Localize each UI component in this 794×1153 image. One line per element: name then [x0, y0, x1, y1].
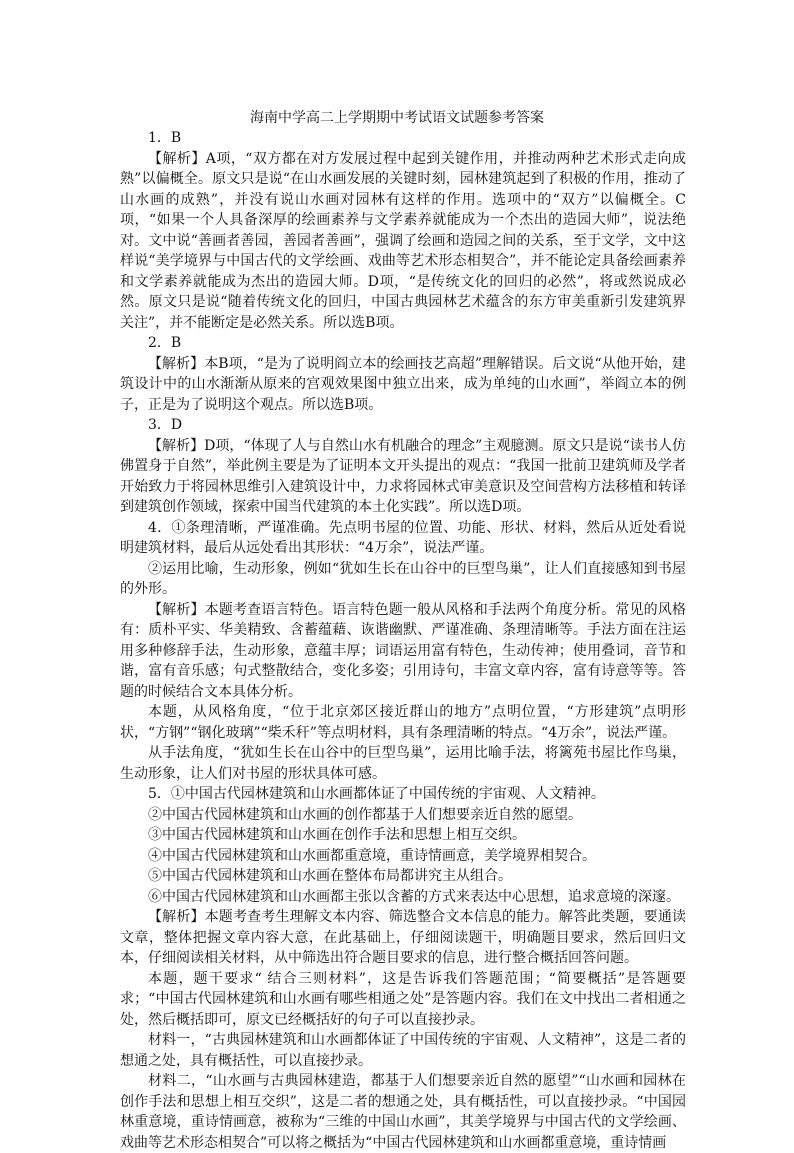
analysis-paragraph: 本题，从风格角度，“位于北京郊区接近群山的地方”点明位置，“方形建筑”点明形状，“方钢”“钢化玻璃”“柴禾秆”等点明材料，具有条理清晰的特点。“4万余”，说法严谨。 [120, 704, 686, 741]
answer-body [120, 128, 686, 1153]
question-number: 2．B [148, 335, 182, 351]
answer-point: ④中国古代园林建筑和山水画都重意境，重诗情画意，美学境界相契合。 [148, 847, 596, 864]
question-number: 3．D [148, 417, 183, 433]
analysis-paragraph: 【解析】A项，“双方都在对方发展过程中起到关键作用，并推动两种艺术形式走向成熟”以偏概全。原文只是说“在山水画发展的关键时刻，园林建筑起到了积极的作用，推动了山水画的成熟”，并没有说山水画对园林有这样的作用。选项中的“双方”以偏概全。C项，“如果一个人具备深厚的绘画素养与文学素养就能成为一个杰出的造园大师”，说法绝对。文中说“善画者善园，善园者善画”，强调了绘画和造园之间的关系，至于文学，文中这样说“美学境界与中国古代的文学绘画、戏曲等艺术形态相契合”，并不能论定具备绘画素养和文学素养就能成为杰出的造园大师。D项，“是传统文化的回归的必然”，将或然说成必然。原文只是说“随着传统文化的回归，中国古典园林艺术蕴含的东方审美重新引发建筑界关注”，并不能断定是必然关系。所以选B项。 [120, 150, 686, 331]
question-number: 1．B [148, 130, 182, 146]
analysis-paragraph: 材料一，“古典园林建筑和山水画都体证了中国传统的宇宙观、人文精神”，这是二者的想通之处，具有概括性，可以直接抄录。 [120, 1032, 686, 1069]
analysis-paragraph: 【解析】本题考查考生理解文本内容、筛选整合文本信息的能力。解答此类题，要通读文章，整体把握文章内容大意，在此基础上，仔细阅读题干，明确题目要求，然后回归文本，仔细阅读相关材料，从中筛选出符合题目要求的信息，进行整合概括回答问题。 [120, 909, 686, 966]
analysis-paragraph: 【解析】D项，“体现了人与自然山水有机融合的理念”主观臆测。原文只是说“读书人仿佛置身于自然”，举此例主要是为了证明本文开头提出的观点：“我国一批前卫建筑师及学者开始致力于将园林思维引入建筑设计中，力求将园林式审美意识及空间营构方法移植和转译到建筑创作领域，探索中国当代建筑的本土化实践”。所以选D项。 [120, 437, 686, 515]
answer-point: ③中国古代园林建筑和山水画在创作手法和思想上相互交织。 [148, 827, 526, 843]
answer-point: ②中国古代园林建筑和山水画的创作都基于人们想要亲近自然的愿望。 [148, 806, 582, 823]
answer-point: ⑤中国古代园林建筑和山水画在整体布局都讲究主从组合。 [148, 868, 512, 884]
analysis-paragraph: 【解析】本题考查语言特色。语言特色题一般从风格和手法两个角度分析。常见的风格有：质朴平实、华美精致、含蓄蕴藉、诙谐幽默、严谨准确、条理清晰等。手法方面在注运用多种修辞手法，生动形象，意蕴丰厚；词语运用富有特色，生动传神；使用叠词，音节和谐，富有音乐感；句式整散结合，变化多姿；引用诗句，丰富文章内容，富有诗意等等。答题的时候结合文本具体分析。 [120, 601, 686, 700]
analysis-paragraph: 从手法角度，“犹如生长在山谷中的巨型鸟巢”，运用比喻手法，将篱苑书屋比作鸟巢，生动形象，让人们对书屋的形状具体可感。 [120, 745, 686, 782]
answer-point: ②运用比喻，生动形象，例如“犹如生长在山谷中的巨型鸟巢”，让人们直接感知到书屋的外形。 [120, 560, 686, 597]
analysis-paragraph: 本题，题干要求“ 结合三则材料”，这是告诉我们答题范围；“简要概括”是答题要求；“中国古代园林建筑和山水画有哪些相通之处”是答题内容。我们在文中找出二者相通之处，然后概括即可，原文已经概括好的句子可以直接抄录。 [120, 970, 686, 1028]
answer-point: 4．①条理清晰，严谨准确。先点明书屋的位置、功能、形状、材料，然后从近处看说明建筑材料，最后从远处看出其形状：“4万余”，说法严谨。 [120, 519, 686, 556]
analysis-paragraph: 【解析】本B项，“是为了说明阎立本的绘画技艺高超”理解错误。后文说“从他开始，建筑设计中的山水渐渐从原来的宫观效果图中独立出来，成为单纯的山水画”，举阎立本的例子，正是为了说明这个观点。所以选B项。 [120, 355, 686, 413]
answer-point: 5．①中国古代园林建筑和山水画都体证了中国传统的宇宙观、人文精神。 [148, 786, 605, 802]
answer-point: ⑥中国古代园林建筑和山水画都主张以含蓄的方式来表达中心思想，追求意境的深邃。 [148, 888, 680, 905]
analysis-paragraph: 材料二，“山水画与古典园林建造，都基于人们想要亲近自然的愿望”“山水画和园林在创作手法和思想上相互交织”，这是二者的想通之处，具有概括性，可以直接抄录。“中国园林重意境，重诗情画意，被称为“三维的中国山水画”，其美学境界与中国古代的文学绘画、戏曲等艺术形态相契合”可以将之概括为“中国古代园林建筑和山水画都重意境，重诗情画 [120, 1073, 686, 1151]
page-title: 海南中学高二上学期期中考试语文试题参考答案 [250, 110, 544, 126]
